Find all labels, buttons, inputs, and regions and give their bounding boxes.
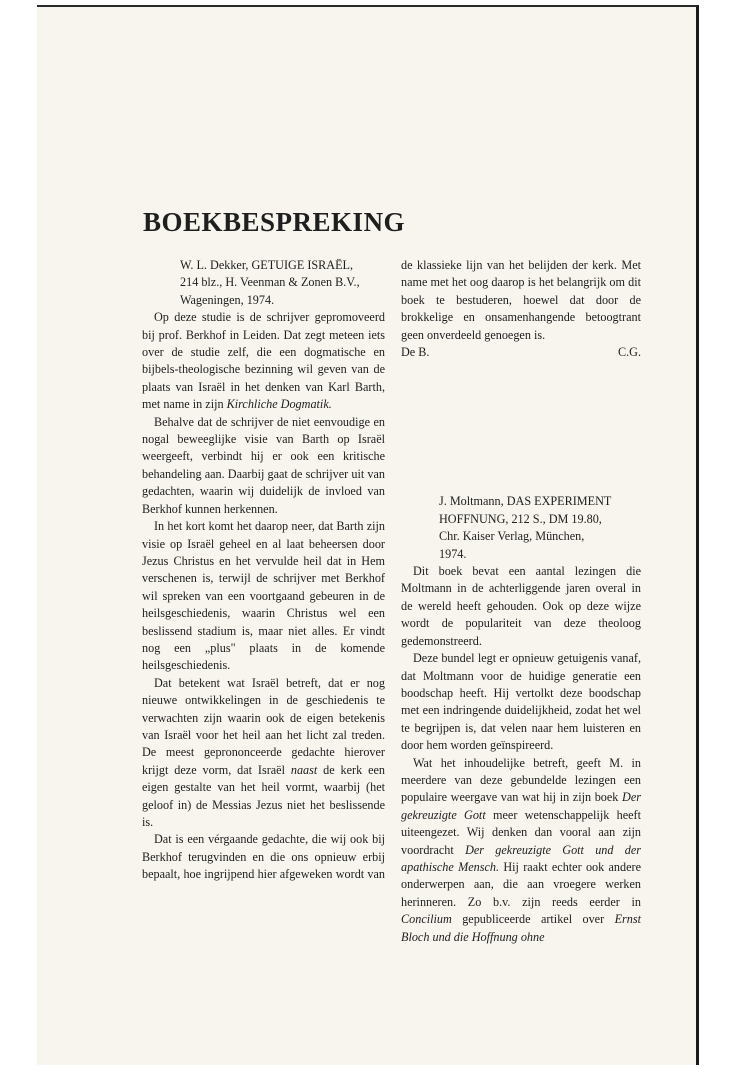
left-column (142, 257, 385, 884)
review1-paragraph-3: In het kort komt het daarop neer, dat Barth zijn visie op Israël geheel en al laat beheersen door Jezus Christus en het vervulde heil dat in Hem verschenen is, terwijl de schrijver met Berkhof wil spreken van een voortgaand gebeuren in de heilsgeschiedenis, waarin Christus wel een beslissend stadium is, maar niet alles. Er vindt nog een „plus" plaats in de komende heilsgeschiedenis. (142, 519, 385, 673)
review1-paragraph-2: Behalve dat de schrijver de niet eenvoudige en nogal beweeglijke visie van Barth op Israël weergeeft, verbindt hij er ook een kritische behandeling aan. Daarbij gaat de schrijver uit van gedachten, waarin wij duidelijk de invloed van Berkhof kunnen herkennen. (142, 414, 385, 516)
review2-p3-text-b: meer wetenschappelijk heeft uiteengezet. Wij denken dan vooral aan zijn voordracht (401, 807, 641, 857)
review2-p3-text-d: gepubliceerde artikel over (451, 912, 615, 927)
review1-header-line3: Wageningen, 1974. (180, 292, 275, 307)
review2-header-line2: HOFFNUNG, 212 S., DM 19.80, (439, 511, 602, 526)
review1-header-line1: W. L. Dekker, GETUIGE ISRAËL, (180, 258, 354, 272)
review1-p4-italic: naast (290, 762, 318, 777)
review2-p3-text-c: Hij raakt echter ook andere onderwerpen aan, die aan vroegere werken herinneren. Zo b.v. zijn reeds eerder in (401, 859, 641, 909)
review1-signature (401, 344, 641, 361)
review2-p3-italic-4: Ernst Bloch und die Hoffnung ohne (401, 912, 641, 944)
review2-header-line1: J. Moltmann, DAS EXPERIMENT (439, 494, 612, 509)
review1-header-line2: 214 blz., H. Veenman & Zonen B.V., (180, 275, 360, 290)
review2-p3-italic-3: Concilium (401, 912, 452, 927)
review1-continuation (401, 257, 641, 344)
review1-signature-left: De B. (401, 345, 430, 360)
review2-header (401, 493, 641, 563)
review2-p3-italic-1: Der gekreuzigte Gott (401, 790, 641, 822)
review1-signature-right: C.G. (617, 345, 641, 360)
review2-header-line3: Chr. Kaiser Verlag, München, (439, 529, 585, 544)
review1-p1-italic: Kirchliche Dogmatik. (226, 397, 332, 412)
review2-p3-italic-2: Der gekreuzigte Gott und der apathische Mensch. (401, 842, 641, 874)
review1-paragraph-5-continued: de klassieke lijn van het belijden der kerk. Met name met het oog daarop is het belangrijk om dit boek te bestuderen, hoewel dat door de brokkelige en onsamenhangende betoogtrant geen onverdeeld genoegen is. (401, 258, 641, 342)
review1-p1-text: Op deze studie is de schrijver gepromoveerd bij prof. Berkhof in Leiden. Dat zegt meteen iets over de studie zelf, die een dogmatische en bijbels-theologische bezinning wil geven van de plaats van Israël in het denken van Karl Barth, met name in zijn (142, 310, 385, 412)
review1-paragraph-5: Dat is een vérgaande gedachte, die wij ook bij Berkhof terugvinden en die ons opnieuw erbij bepaalt, hoe ingrijpend hier afgeweken wordt van (142, 832, 385, 882)
review1-p4-text-b: de kerk een eigen gestalte van het heil vormt, waarbij (het geloof in) de Messias Jezus niet het beslissende is. (142, 762, 385, 829)
review1-p4-text-a: Dat betekent wat Israël betreft, dat er nog nieuwe ontwikkelingen in de geschiedenis te verwachten zijn waarin ook de eigen betekenis van Israël voor het heil aan het licht zal treden. De meest geprononceerde gedachte hierover krijgt deze vorm, dat Israël (142, 675, 385, 777)
review1-paragraph-1 (142, 309, 385, 413)
review1-paragraph-4 (142, 675, 385, 832)
review2-p3-text-a: Wat het inhoudelijke betreft, geeft M. in meerdere van deze gebundelde lezingen een populaire weergave van wat hij in zijn boek (401, 755, 641, 805)
page-title: BOEKBESPREKING (143, 207, 406, 237)
right-column (401, 257, 641, 946)
review-separator-space (401, 361, 641, 493)
review2-paragraph-1: Dit boek bevat een aantal lezingen die Moltmann in de achterliggende jaren overal in de wereld heeft gehouden. Ook op deze wijze wordt de populariteit van deze theoloog gedemonstreerd. (401, 564, 641, 648)
review2-paragraph-2: Deze bundel legt er opnieuw getuigenis vanaf, dat Moltmann voor de huidige generatie een boodschap heeft. Hij vertolkt deze boodschap met een indringende duidelijkheid, zodat het wel te begrijpen is, dat velen naar hem luisteren en door hem worden geïnspireerd. (401, 651, 641, 753)
review2-paragraph-3 (401, 755, 641, 946)
review1-header (142, 257, 385, 309)
review2-header-line4: 1974. (439, 546, 467, 561)
